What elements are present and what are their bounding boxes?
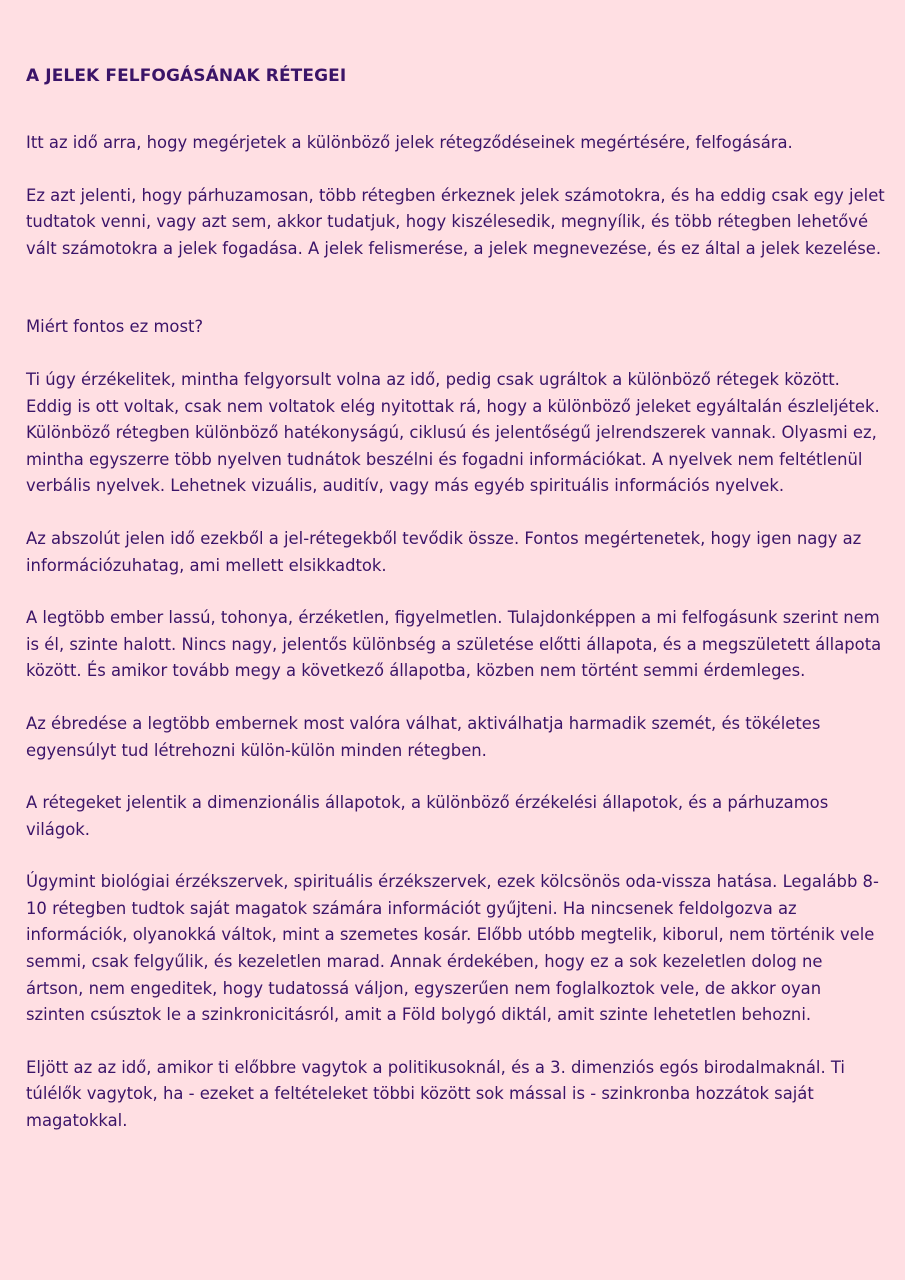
spacer [26, 90, 885, 130]
paragraph-survivors: Eljött az az idő, amikor ti előbbre vagytok a politikusoknál, és a 3. dimenziós egós birodalmaknál. Ti túlélők vagytok, ha - ezeket a feltételeket többi között sok mással is - szinkronba hozzátok saját magatokkal. [26, 1057, 845, 1131]
spacer [26, 157, 885, 183]
paragraph-absolute-present: Az abszolút jelen idő ezekből a jel-rétegekből tevődik össze. Fontos megértenetek, hogy igen nagy az információzuhatag, ami mellett elsikkadtok. [26, 528, 862, 575]
paragraph-layers-definition: A rétegeket jelentik a dimenzionális állapotok, a különböző érzékelési állapotok, és a párhuzamos világok. [26, 793, 829, 839]
spacer [26, 1029, 885, 1055]
section-question: Miért fontos ez most? [26, 317, 204, 337]
document-title: A JELEK FELFOGÁSÁNAK RÉTEGEI [26, 66, 347, 86]
paragraph-senses: Úgymint biológiai érzékszervek, spirituális érzékszervek, ezek kölcsönös oda-vissza hatása. Legalább 8-10 rétegben tudtok saját magatok számára információt gyűjteni. Ha nincsenek feldolgozva az információk, olyanokká váltok, mint a szemetes kosár. Előbb utóbb megtelik, kiborul, nem történik vele semmi, csak felgyűlik, és kezeletlen marad. Annak érdekében, hogy ez a sok kezeletlen dolog ne ártson, nem engeditek, hogy tudatossá váljon, egyszerűen nem foglalkoztok vele, de akkor oyan szinten csúsztok le a szinkronicitásról, amit a Föld bolygó diktál, amit szinte lehetetlen behozni. [26, 872, 879, 1025]
paragraph-most-people: A legtöbb ember lassú, tohonya, érzéketlen, figyelmetlen. Tulajdonképpen a mi felfogásunk szerint nem is él, szinte halott. Nincs nagy, jelentős különbség a születése előtti állapota, és a megszületett állapota között. És amikor tovább megy a következő állapotba, közben nem történt semmi érdemleges. [26, 608, 882, 681]
paragraph-intro: Itt az idő arra, hogy megérjetek a különböző jelek rétegződéseinek megértésére, felfogására. [26, 133, 793, 152]
spacer [26, 685, 885, 711]
spacer [26, 764, 885, 790]
paragraph-layers-meaning: Ez azt jelenti, hogy párhuzamosan, több rétegben érkeznek jelek számotokra, és ha eddig csak egy jelet tudtatok venni, vagy azt sem, akkor tudatjuk, hogy kiszélesedik, megnyílik, és több rétegben lehetővé vált számotokra a jelek fogadása. A jelek felismerése, a jelek megnevezése, és ez által a jelek kezelése. [26, 185, 885, 258]
paragraph-awakening: Az ébredése a legtöbb embernek most valóra válhat, aktiválhatja harmadik szemét, és tökéletes egyensúlyt tud létrehozni külön-külön minden rétegben. [26, 713, 821, 760]
paragraph-time-perception: Ti úgy érzékelitek, mintha felgyorsult volna az idő, pedig csak ugráltok a különböző rétegek között. Eddig is ott voltak, csak nem voltatok elég nyitottak rá, hogy a különböző jeleket egyáltalán észleljétek. Különböző rétegben különböző hatékonyságú, ciklusú és jelentőségű jelrendszerek vannak. Olyasmi ez, mintha egyszerre több nyelven tudnátok beszélni és fogadni információkat. A nyelvek nem feltétlenül verbális nyelvek. Lehetnek vizuális, auditív, vagy más egyéb spirituális információs nyelvek. [26, 369, 880, 496]
spacer [26, 262, 885, 314]
spacer [26, 341, 885, 367]
spacer [26, 500, 885, 526]
spacer [26, 579, 885, 605]
spacer [26, 843, 885, 869]
